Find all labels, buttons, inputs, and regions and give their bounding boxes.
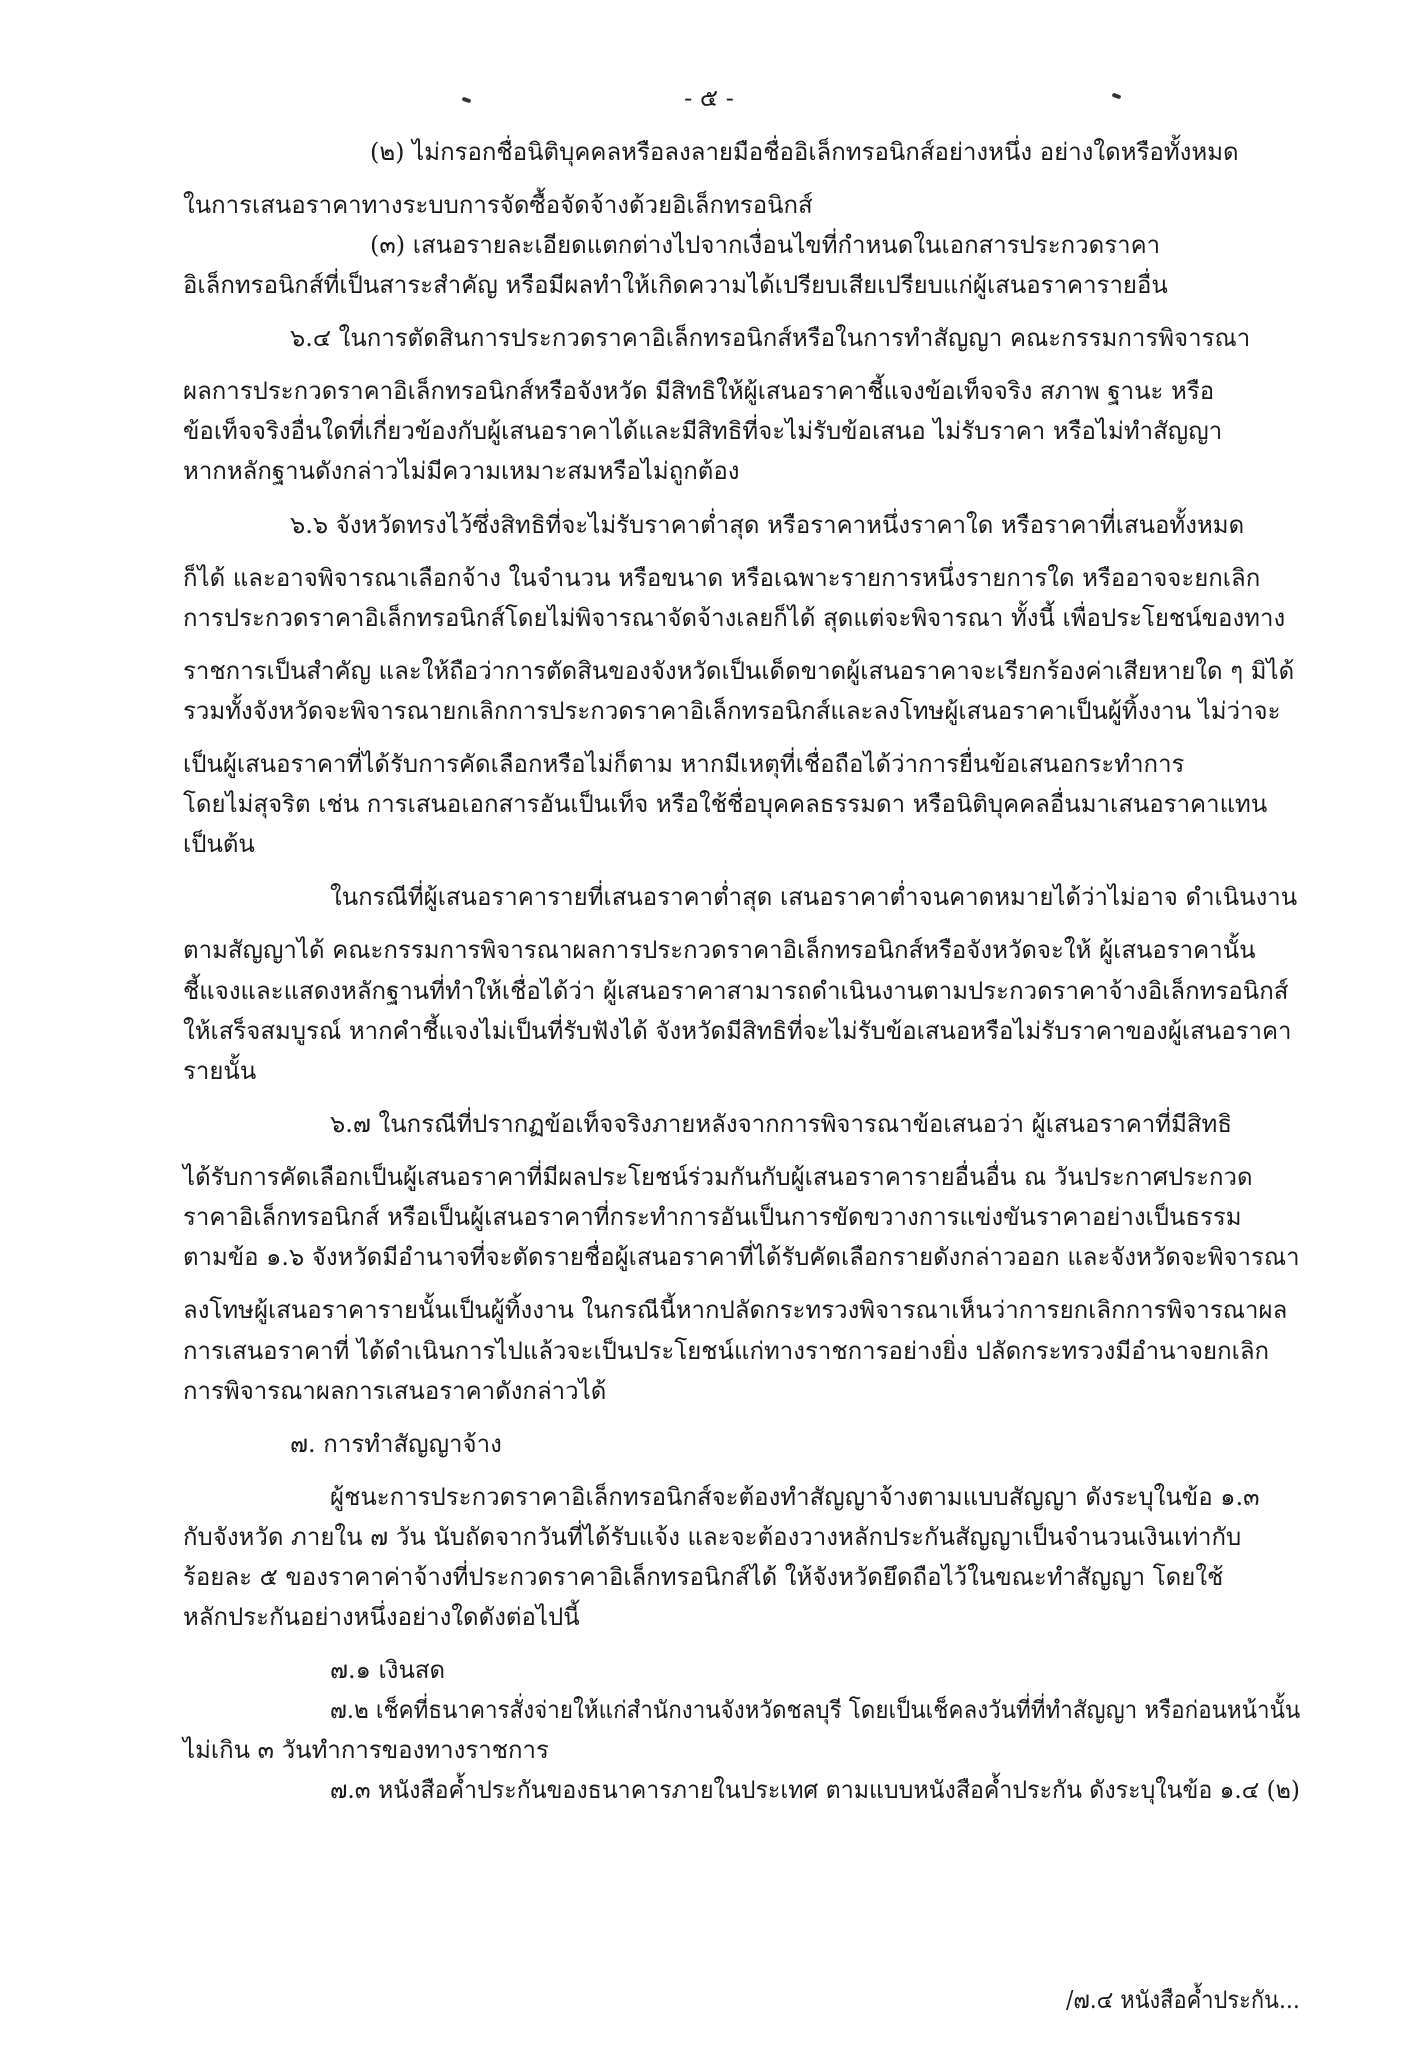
body-line: ให้เสร็จสมบูรณ์ หากคำชี้แจงไม่เป็นที่รับฟังได้ จังหวัดมีสิทธิที่จะไม่รับข้อเสนอหรือไม่รับราคาของผู้เสนอราคา bbox=[183, 1017, 1292, 1045]
body-line: ตามสัญญาได้ คณะกรรมการพิจารณาผลการประกวดราคาอิเล็กทรอนิกส์หรือจังหวัดจะให้ ผู้เสนอราคานั้น bbox=[183, 936, 1256, 964]
body-line: เป็นผู้เสนอราคาที่ได้รับการคัดเลือกหรือไม่ก็ตาม หากมีเหตุที่เชื่อถือได้ว่าการยื่นข้อเสนอกระทำการ bbox=[183, 750, 1185, 778]
body-line: กับจังหวัด ภายใน ๗ วัน นับถัดจากวันที่ได้รับแจ้ง และจะต้องวางหลักประกันสัญญาเป็นจำนวนเงินเท่ากับ bbox=[183, 1523, 1242, 1551]
body-line: ข้อเท็จจริงอื่นใดที่เกี่ยวข้องกับผู้เสนอราคาได้และมีสิทธิที่จะไม่รับข้อเสนอ ไม่รับราคา หรือไม่ทำสัญญา bbox=[183, 417, 1223, 445]
body-line: การเสนอราคาที่ ได้ดำเนินการไปแล้วจะเป็นประโยชน์แก่ทางราชการอย่างยิ่ง ปลัดกระทรวงมีอำนาจยกเลิก bbox=[183, 1337, 1270, 1365]
body-line: ผู้ชนะการประกวดราคาอิเล็กทรอนิกส์จะต้องทำสัญญาจ้างตามแบบสัญญา ดังระบุในข้อ ๑.๓ bbox=[330, 1483, 1260, 1511]
body-line: รายนั้น bbox=[183, 1057, 257, 1085]
body-line: ผลการประกวดราคาอิเล็กทรอนิกส์หรือจังหวัด มีสิทธิให้ผู้เสนอราคาชี้แจงข้อเท็จจริง สภาพ ฐานะ หรือ bbox=[183, 377, 1215, 405]
section-6-6: ๖.๖ จังหวัดทรงไว้ซึ่งสิทธิที่จะไม่รับราคาต่ำสุด หรือราคาหนึ่งราคาใด หรือราคาที่เสนอทั้งหมด bbox=[290, 511, 1245, 539]
body-line: เป็นต้น bbox=[183, 830, 255, 858]
body-line: ในกรณีที่ผู้เสนอราคารายที่เสนอราคาต่ำสุด เสนอราคาต่ำจนคาดหมายได้ว่าไม่อาจ ดำเนินงาน bbox=[330, 883, 1298, 911]
body-line: ในการเสนอราคาทางระบบการจัดซื้อจัดจ้างด้วยอิเล็กทรอนิกส์ bbox=[183, 191, 813, 219]
body-line: ไม่เกิน ๓ วันทำการของทางราชการ bbox=[183, 1736, 549, 1764]
body-line: การประกวดราคาอิเล็กทรอนิกส์โดยไม่พิจารณาจัดจ้างเลยก็ได้ สุดแต่จะพิจารณา ทั้งนี้ เพื่อประโยชน์ของทาง bbox=[183, 604, 1286, 632]
body-line: ก็ได้ และอาจพิจารณาเลือกจ้าง ในจำนวน หรือขนาด หรือเฉพาะรายการหนึ่งรายการใด หรืออาจจะยกเลิก bbox=[183, 564, 1261, 592]
body-line: ราชการเป็นสำคัญ และให้ถือว่าการตัดสินของจังหวัดเป็นเด็ดขาดผู้เสนอราคาจะเรียกร้องค่าเสียหายใด ๆ มิได้ bbox=[183, 657, 1295, 685]
section-6-4: ๖.๔ ในการตัดสินการประกวดราคาอิเล็กทรอนิกส์หรือในการทำสัญญา คณะกรรมการพิจารณา bbox=[290, 324, 1251, 352]
body-line: อิเล็กทรอนิกส์ที่เป็นสาระสำคัญ หรือมีผลทำให้เกิดความได้เปรียบเสียเปรียบแก่ผู้เสนอราคารายอื่น bbox=[183, 271, 1168, 299]
body-line: ได้รับการคัดเลือกเป็นผู้เสนอราคาที่มีผลประโยชน์ร่วมกันกับผู้เสนอราคารายอื่นอื่น ณ วันประกาศประกวด bbox=[183, 1163, 1253, 1191]
body-line: ชี้แจงและแสดงหลักฐานที่ทำให้เชื่อได้ว่า ผู้เสนอราคาสามารถดำเนินงานตามประกวดราคาจ้างอิเล็กทรอนิกส์ bbox=[183, 977, 1289, 1005]
body-line: (๓) เสนอรายละเอียดแตกต่างไปจากเงื่อนไขที่กำหนดในเอกสารประกวดราคา bbox=[370, 231, 1161, 259]
body-line: รวมทั้งจังหวัดจะพิจารณายกเลิกการประกวดราคาอิเล็กทรอนิกส์และลงโทษผู้เสนอราคาเป็นผู้ทิ้งงาน ไม่ว่าจะ bbox=[183, 697, 1281, 725]
body-line: ร้อยละ ๕ ของราคาค่าจ้างที่ประกวดราคาอิเล็กทรอนิกส์ได้ ให้จังหวัดยึดถือไว้ในขณะทำสัญญา โดยใช้ bbox=[183, 1563, 1224, 1591]
item-7-2: ๗.๒ เช็คที่ธนาคารสั่งจ่ายให้แก่สำนักงานจังหวัดชลบุรี โดยเป็นเช็คลงวันที่ที่ทำสัญญา หรือก่อนหน้านั้น bbox=[330, 1696, 1301, 1724]
body-line: ราคาอิเล็กทรอนิกส์ หรือเป็นผู้เสนอราคาที่กระทำการอันเป็นการขัดขวางการแข่งขันราคาอย่างเป็นธรรม bbox=[183, 1203, 1242, 1231]
continuation-note: /๗.๔ หนังสือค้ำประกัน... bbox=[1066, 1986, 1300, 2014]
body-line: หลักประกันอย่างหนึ่งอย่างใดดังต่อไปนี้ bbox=[183, 1603, 580, 1631]
section-7-heading: ๗. การทำสัญญาจ้าง bbox=[290, 1430, 502, 1458]
body-line: หากหลักฐานดังกล่าวไม่มีความเหมาะสมหรือไม่ถูกต้อง bbox=[183, 457, 740, 485]
item-7-1: ๗.๑ เงินสด bbox=[330, 1656, 446, 1684]
page-number: - ๕ - bbox=[684, 84, 734, 112]
body-line: การพิจารณาผลการเสนอราคาดังกล่าวได้ bbox=[183, 1377, 607, 1405]
body-line: โดยไม่สุจริต เช่น การเสนอเอกสารอันเป็นเท็จ หรือใช้ชื่อบุคคลธรรมดา หรือนิติบุคคลอื่นมาเสนอราคาแทน bbox=[183, 790, 1268, 818]
body-line: ลงโทษผู้เสนอราคารายนั้นเป็นผู้ทิ้งงาน ในกรณีนี้หากปลัดกระทรวงพิจารณาเห็นว่าการยกเลิกการพิจารณาผล bbox=[183, 1296, 1288, 1324]
body-line: (๒) ไม่กรอกชื่อนิติบุคคลหรือลงลายมือชื่ออิเล็กทรอนิกส์อย่างหนึ่ง อย่างใดหรือทั้งหมด bbox=[370, 138, 1239, 166]
section-6-7: ๖.๗ ในกรณีที่ปรากฏข้อเท็จจริงภายหลังจากการพิจารณาข้อเสนอว่า ผู้เสนอราคาที่มีสิทธิ bbox=[330, 1110, 1233, 1138]
body-line: ตามข้อ ๑.๖ จังหวัดมีอำนาจที่จะตัดรายชื่อผู้เสนอราคาที่ได้รับคัดเลือกรายดังกล่าวออก และจังหวัดจะพิจารณา bbox=[183, 1243, 1300, 1271]
item-7-3: ๗.๓ หนังสือค้ำประกันของธนาคารภายในประเทศ ตามแบบหนังสือค้ำประกัน ดังระบุในข้อ ๑.๔ (๒) bbox=[330, 1776, 1300, 1804]
